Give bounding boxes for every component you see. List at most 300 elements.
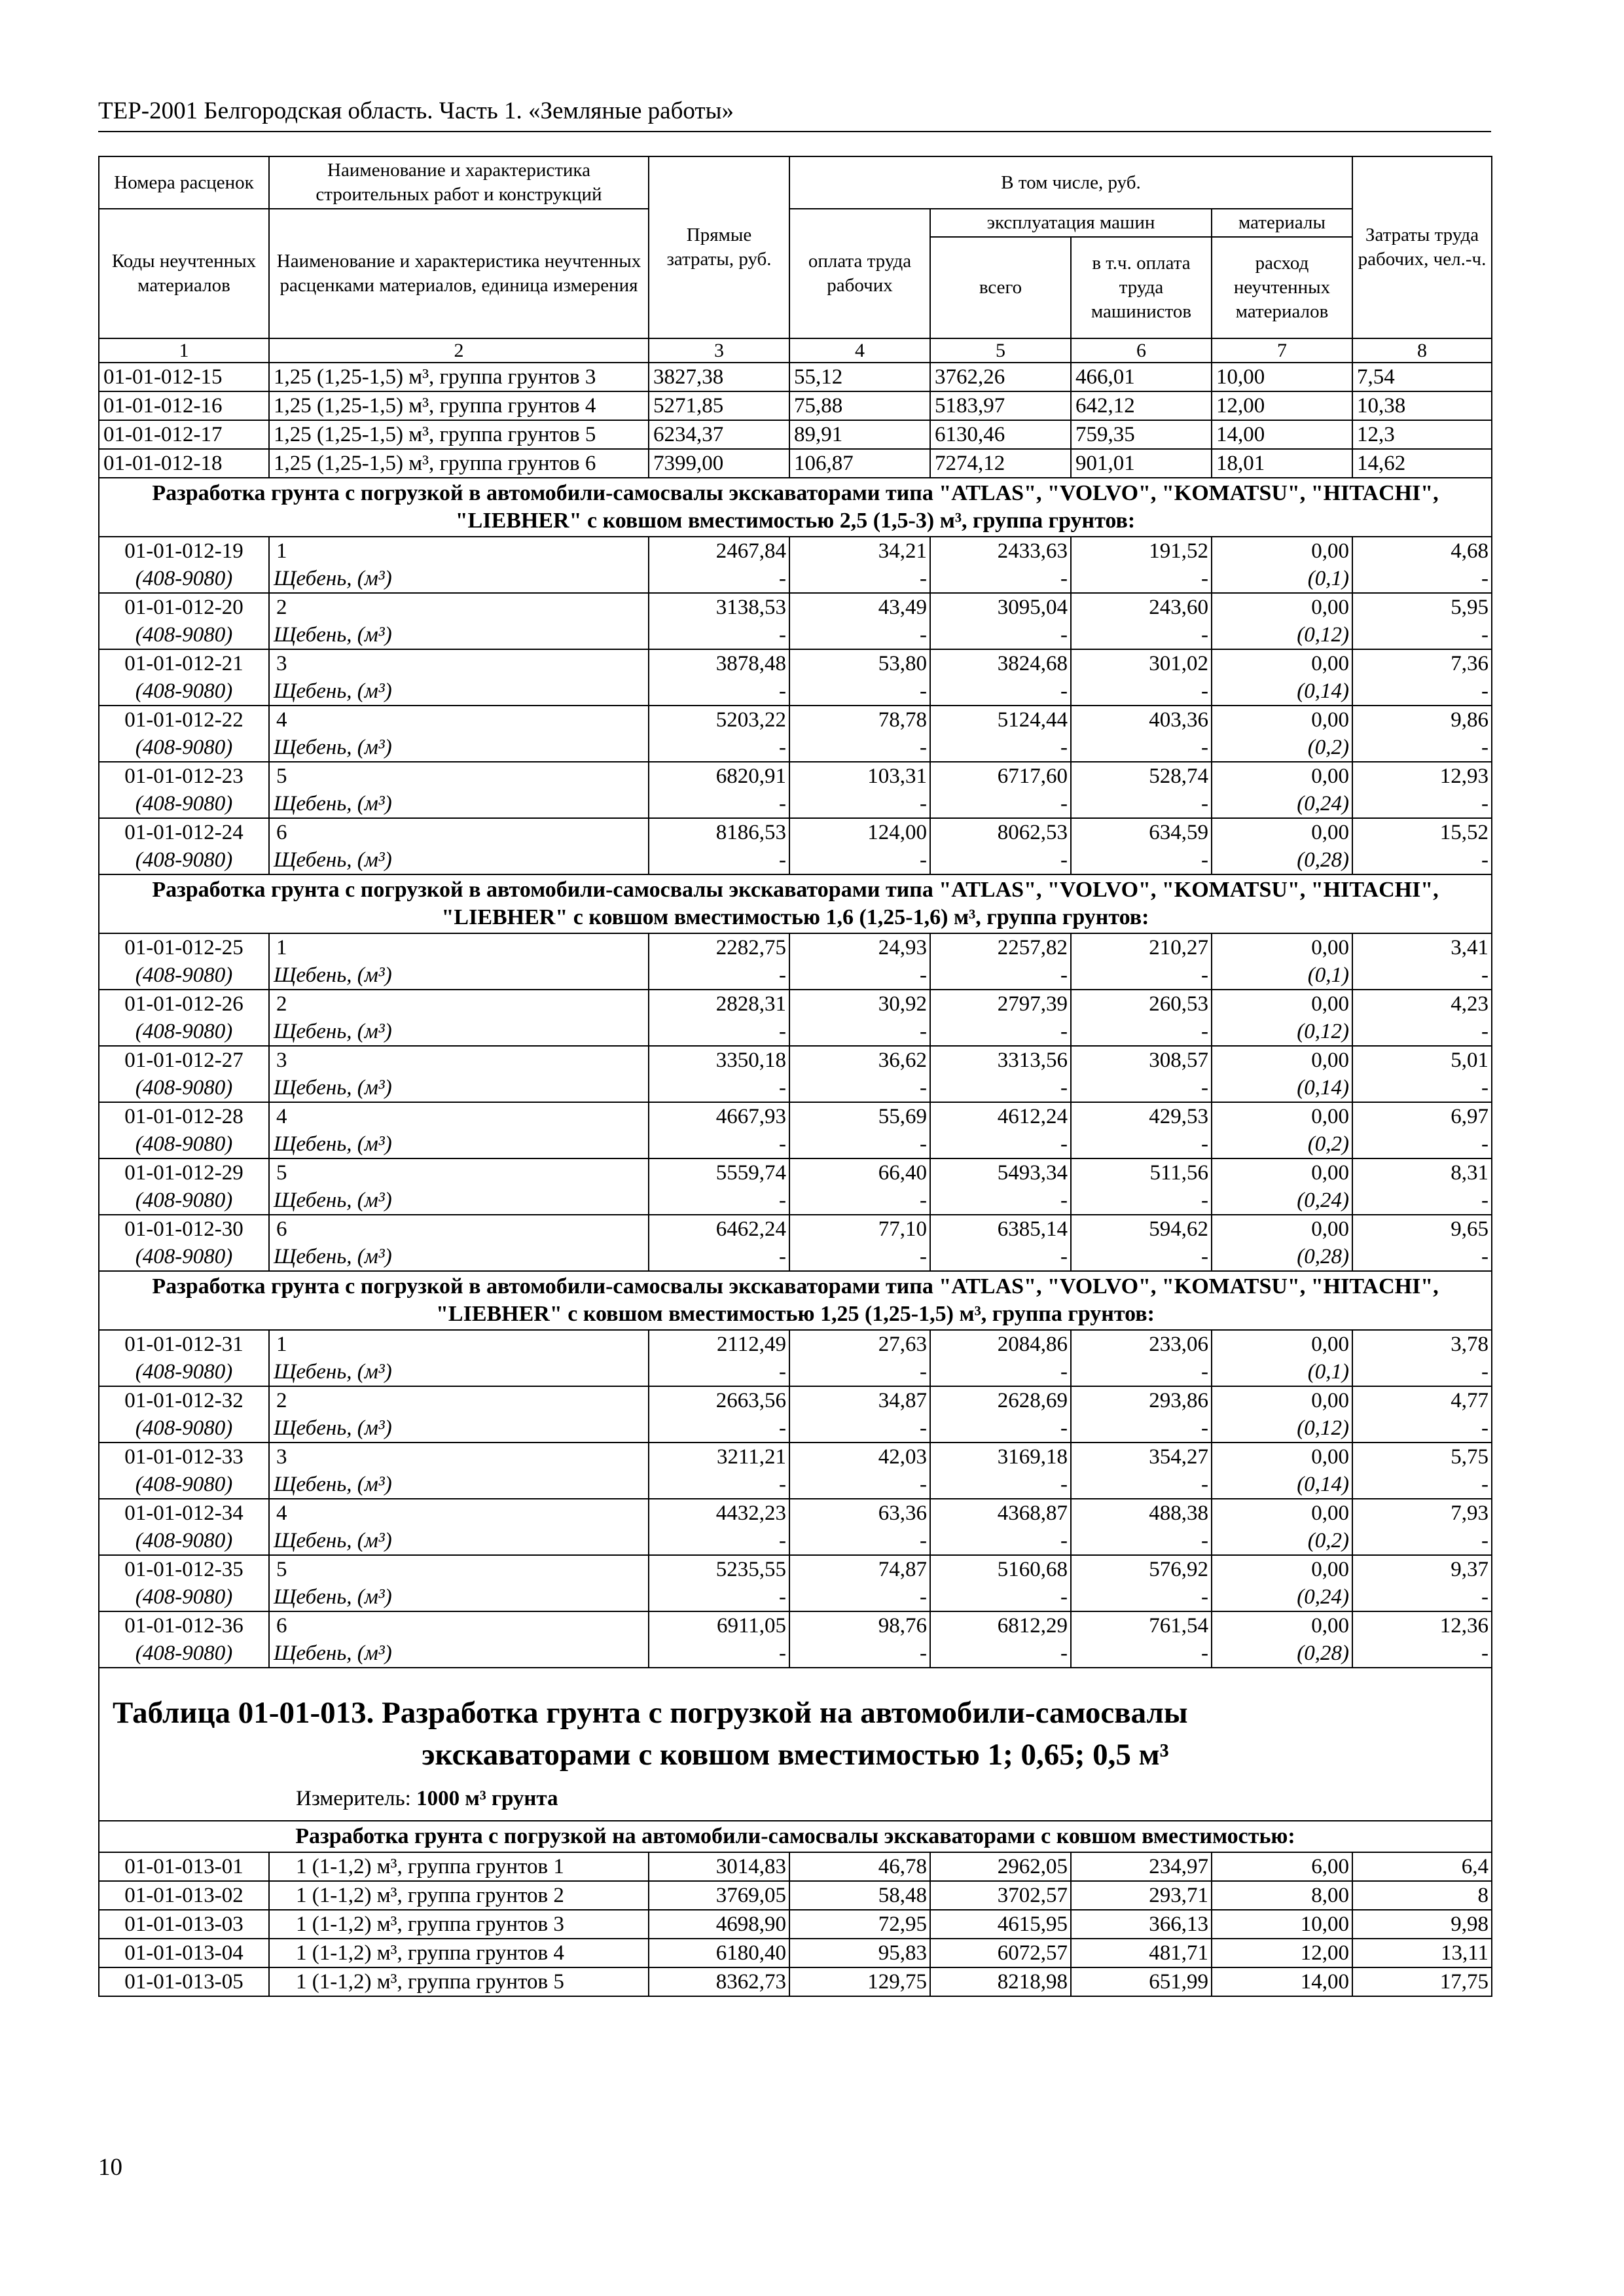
direct-costs: 3827,38	[649, 363, 789, 391]
rate-name: 4	[269, 706, 649, 734]
machine-total: 3762,26	[930, 363, 1071, 391]
rate-row	[99, 1102, 1492, 1158]
materials: 0,00	[1212, 1499, 1352, 1527]
material-consumption: (0,28)	[1212, 1640, 1352, 1668]
rate-name: 6	[269, 1215, 649, 1243]
direct-costs: 5235,55	[649, 1555, 789, 1583]
direct-costs-dash: -	[649, 621, 789, 649]
direct-costs: 3014,83	[649, 1852, 789, 1881]
material-consumption: (0,12)	[1212, 1414, 1352, 1443]
direct-costs: 2828,31	[649, 990, 789, 1018]
direct-costs: 7399,00	[649, 449, 789, 478]
material-row	[99, 677, 1492, 706]
direct-costs-dash: -	[649, 1527, 789, 1555]
material-consumption: (0,28)	[1212, 846, 1352, 874]
rate-name: 5	[269, 1555, 649, 1583]
table-row	[99, 363, 1492, 391]
col-machine-total: всего	[930, 237, 1071, 338]
machine-total-dash: -	[930, 1527, 1071, 1555]
material-name: Щебень, (м³)	[269, 1243, 649, 1271]
direct-costs-dash: -	[649, 961, 789, 990]
rate-code: 01-01-012-35	[99, 1555, 269, 1583]
machine-total-dash: -	[930, 1187, 1071, 1215]
material-name: Щебень, (м³)	[269, 621, 649, 649]
labor-pay-dash: -	[789, 621, 930, 649]
rate-name: 1 (1-1,2) м³, группа грунтов 3	[269, 1910, 649, 1939]
direct-costs: 4667,93	[649, 1102, 789, 1130]
materials: 0,00	[1212, 933, 1352, 961]
section-heading: Разработка грунта с погрузкой на автомобили-самосвалы экскаваторами с ковшом вместимостью:	[99, 1821, 1492, 1852]
material-row	[99, 1527, 1492, 1555]
machinist-pay-dash: -	[1071, 1640, 1212, 1668]
machinist-pay: 528,74	[1071, 762, 1212, 790]
rate-row	[99, 420, 1492, 449]
machine-total-dash: -	[930, 734, 1071, 762]
labor-hours-dash: -	[1352, 1640, 1492, 1668]
labor-pay: 78,78	[789, 706, 930, 734]
machinist-pay: 293,71	[1071, 1881, 1212, 1910]
rate-name: 1,25 (1,25-1,5) м³, группа грунтов 5	[269, 420, 649, 449]
labor-hours: 14,62	[1352, 449, 1492, 478]
machinist-pay: 759,35	[1071, 420, 1212, 449]
machine-total-dash: -	[930, 1358, 1071, 1386]
table-row	[99, 762, 1492, 790]
rate-code: 01-01-012-28	[99, 1102, 269, 1130]
col-number: 4	[789, 338, 930, 363]
section	[99, 874, 1492, 933]
materials: 0,00	[1212, 649, 1352, 677]
materials: 0,00	[1212, 818, 1352, 846]
machine-total: 6072,57	[930, 1939, 1071, 1967]
labor-hours: 3,41	[1352, 933, 1492, 961]
labor-hours-dash: -	[1352, 1243, 1492, 1271]
rate-name: 3	[269, 649, 649, 677]
direct-costs: 6462,24	[649, 1215, 789, 1243]
material-row	[99, 1358, 1492, 1386]
labor-hours-dash: -	[1352, 1527, 1492, 1555]
direct-costs-dash: -	[649, 1187, 789, 1215]
rate-row	[99, 537, 1492, 593]
labor-hours: 8,31	[1352, 1158, 1492, 1187]
labor-pay: 30,92	[789, 990, 930, 1018]
material-name: Щебень, (м³)	[269, 1187, 649, 1215]
col-rate-numbers: Номера расценок	[99, 156, 269, 209]
direct-costs: 3138,53	[649, 593, 789, 621]
materials: 0,00	[1212, 1386, 1352, 1414]
materials: 12,00	[1212, 1939, 1352, 1967]
machinist-pay: 301,02	[1071, 649, 1212, 677]
rate-name: 5	[269, 1158, 649, 1187]
labor-pay: 129,75	[789, 1967, 930, 1996]
table-row	[99, 1215, 1492, 1243]
labor-pay: 46,78	[789, 1852, 930, 1881]
machinist-pay: 210,27	[1071, 933, 1212, 961]
machine-total-dash: -	[930, 790, 1071, 818]
machinist-pay: 901,01	[1071, 449, 1212, 478]
machinist-pay-dash: -	[1071, 1358, 1212, 1386]
rate-code: 01-01-012-33	[99, 1443, 269, 1471]
labor-pay: 75,88	[789, 391, 930, 420]
rate-name: 6	[269, 818, 649, 846]
labor-pay-dash: -	[789, 1130, 930, 1158]
machine-total: 4612,24	[930, 1102, 1071, 1130]
rate-row	[99, 1386, 1492, 1443]
table-row	[99, 1910, 1492, 1939]
machine-total-dash: -	[930, 1414, 1071, 1443]
materials: 0,00	[1212, 762, 1352, 790]
material-row	[99, 734, 1492, 762]
rate-name: 1	[269, 537, 649, 565]
material-name: Щебень, (м³)	[269, 846, 649, 874]
material-name: Щебень, (м³)	[269, 1471, 649, 1499]
labor-hours-dash: -	[1352, 790, 1492, 818]
rate-name: 5	[269, 762, 649, 790]
labor-pay: 36,62	[789, 1046, 930, 1074]
rate-name: 1 (1-1,2) м³, группа грунтов 1	[269, 1852, 649, 1881]
machine-total-dash: -	[930, 961, 1071, 990]
col-material-codes: Коды неучтенных материалов	[99, 209, 269, 338]
material-name: Щебень, (м³)	[269, 1583, 649, 1611]
direct-costs-dash: -	[649, 846, 789, 874]
machinist-pay: 429,53	[1071, 1102, 1212, 1130]
direct-costs: 3878,48	[649, 649, 789, 677]
material-name: Щебень, (м³)	[269, 1074, 649, 1102]
material-consumption: (0,28)	[1212, 1243, 1352, 1271]
direct-costs-dash: -	[649, 790, 789, 818]
table-row	[99, 818, 1492, 846]
machinist-pay: 466,01	[1071, 363, 1212, 391]
section	[99, 1271, 1492, 1330]
labor-hours: 17,75	[1352, 1967, 1492, 1996]
machinist-pay: 293,86	[1071, 1386, 1212, 1414]
rate-name: 1 (1-1,2) м³, группа грунтов 5	[269, 1967, 649, 1996]
material-row	[99, 1414, 1492, 1443]
col-number: 6	[1071, 338, 1212, 363]
col-material-names: Наименование и характеристика неучтенных расценками материалов, единица измерения	[269, 209, 649, 338]
material-row	[99, 1583, 1492, 1611]
rate-name: 6	[269, 1611, 649, 1640]
labor-pay: 43,49	[789, 593, 930, 621]
rate-code: 01-01-012-30	[99, 1215, 269, 1243]
col-unaccounted-materials: расход неучтенных материалов	[1212, 237, 1352, 338]
material-consumption: (0,2)	[1212, 1527, 1352, 1555]
rate-code: 01-01-012-31	[99, 1330, 269, 1358]
labor-pay-dash: -	[789, 1640, 930, 1668]
materials: 0,00	[1212, 593, 1352, 621]
labor-hours: 7,36	[1352, 649, 1492, 677]
rate-code: 01-01-012-18	[99, 449, 269, 478]
machinist-pay: 761,54	[1071, 1611, 1212, 1640]
material-name: Щебень, (м³)	[269, 565, 649, 593]
material-code: (408-9080)	[99, 961, 269, 990]
labor-pay-dash: -	[789, 734, 930, 762]
machinist-pay: 308,57	[1071, 1046, 1212, 1074]
direct-costs: 2663,56	[649, 1386, 789, 1414]
material-code: (408-9080)	[99, 1074, 269, 1102]
labor-hours: 5,75	[1352, 1443, 1492, 1471]
materials: 0,00	[1212, 1046, 1352, 1074]
material-name: Щебень, (м³)	[269, 1358, 649, 1386]
direct-costs: 4698,90	[649, 1910, 789, 1939]
rate-name: 1,25 (1,25-1,5) м³, группа грунтов 3	[269, 363, 649, 391]
rate-row	[99, 363, 1492, 391]
machine-total: 5493,34	[930, 1158, 1071, 1187]
direct-costs: 6234,37	[649, 420, 789, 449]
rate-row	[99, 990, 1492, 1046]
rate-code: 01-01-012-15	[99, 363, 269, 391]
labor-hours: 12,36	[1352, 1611, 1492, 1640]
labor-pay-dash: -	[789, 1018, 930, 1046]
machinist-pay-dash: -	[1071, 1187, 1212, 1215]
materials: 10,00	[1212, 363, 1352, 391]
materials: 0,00	[1212, 1555, 1352, 1583]
rate-code: 01-01-012-27	[99, 1046, 269, 1074]
rates-table	[98, 156, 1492, 1997]
section-heading: Разработка грунта с погрузкой в автомобили-самосвалы экскаваторами типа "ATLAS", "VOLVO", "KOMATSU", "HITACHI", "LIEBHER" с ковшом вместимостью 1,6 (1,25-1,6) м³, группа грунтов:	[99, 874, 1492, 933]
machine-total-dash: -	[930, 1640, 1071, 1668]
material-consumption: (0,14)	[1212, 677, 1352, 706]
materials: 10,00	[1212, 1910, 1352, 1939]
table-row	[99, 990, 1492, 1018]
machinist-pay: 594,62	[1071, 1215, 1212, 1243]
labor-hours: 10,38	[1352, 391, 1492, 420]
header-divider	[98, 131, 1491, 132]
materials: 14,00	[1212, 420, 1352, 449]
labor-pay: 77,10	[789, 1215, 930, 1243]
labor-hours: 9,86	[1352, 706, 1492, 734]
table-row	[99, 1852, 1492, 1881]
col-number: 5	[930, 338, 1071, 363]
rate-name: 4	[269, 1102, 649, 1130]
direct-costs-dash: -	[649, 1414, 789, 1443]
material-code: (408-9080)	[99, 621, 269, 649]
table-row	[99, 420, 1492, 449]
material-row	[99, 1130, 1492, 1158]
labor-hours-dash: -	[1352, 1074, 1492, 1102]
direct-costs: 6820,91	[649, 762, 789, 790]
direct-costs-dash: -	[649, 677, 789, 706]
materials: 0,00	[1212, 1215, 1352, 1243]
col-number: 2	[269, 338, 649, 363]
machine-total: 5124,44	[930, 706, 1071, 734]
measure-label: Измеритель:	[296, 1787, 411, 1810]
material-consumption: (0,12)	[1212, 621, 1352, 649]
machine-total: 2257,82	[930, 933, 1071, 961]
machinist-pay: 634,59	[1071, 818, 1212, 846]
material-name: Щебень, (м³)	[269, 1018, 649, 1046]
machinist-pay: 191,52	[1071, 537, 1212, 565]
materials: 14,00	[1212, 1967, 1352, 1996]
col-labor-costs: Затраты труда рабочих, чел.-ч.	[1352, 156, 1492, 338]
labor-hours-dash: -	[1352, 1187, 1492, 1215]
labor-hours: 8	[1352, 1881, 1492, 1910]
rate-row	[99, 649, 1492, 706]
table-row	[99, 1330, 1492, 1358]
direct-costs: 3211,21	[649, 1443, 789, 1471]
section-heading: Разработка грунта с погрузкой в автомобили-самосвалы экскаваторами типа "ATLAS", "VOLVO", "KOMATSU", "HITACHI", "LIEBHER" с ковшом вместимостью 2,5 (1,5-3) м³, группа грунтов:	[99, 478, 1492, 537]
table-row	[99, 537, 1492, 565]
materials: 0,00	[1212, 537, 1352, 565]
material-consumption: (0,1)	[1212, 961, 1352, 990]
col-number: 8	[1352, 338, 1492, 363]
machinist-pay-dash: -	[1071, 1583, 1212, 1611]
rate-name: 1	[269, 1330, 649, 1358]
material-name: Щебень, (м³)	[269, 1527, 649, 1555]
labor-pay-dash: -	[789, 846, 930, 874]
rate-name: 2	[269, 1386, 649, 1414]
material-code: (408-9080)	[99, 846, 269, 874]
col-machine-operation: эксплуатация машин	[930, 209, 1212, 237]
rate-row	[99, 1443, 1492, 1499]
rate-code: 01-01-013-01	[99, 1852, 269, 1881]
labor-hours: 9,37	[1352, 1555, 1492, 1583]
labor-hours-dash: -	[1352, 621, 1492, 649]
machine-total: 3824,68	[930, 649, 1071, 677]
labor-pay-dash: -	[789, 1187, 930, 1215]
table-013-title-line2: экскаваторами с ковшом вместимостью 1; 0,65; 0,5 м³	[422, 1738, 1169, 1772]
machine-total: 6130,46	[930, 420, 1071, 449]
rate-code: 01-01-012-24	[99, 818, 269, 846]
labor-hours: 7,54	[1352, 363, 1492, 391]
machinist-pay-dash: -	[1071, 677, 1212, 706]
rate-code: 01-01-013-05	[99, 1967, 269, 1996]
machinist-pay: 403,36	[1071, 706, 1212, 734]
rate-row	[99, 1555, 1492, 1611]
table-row	[99, 1555, 1492, 1583]
direct-costs: 2282,75	[649, 933, 789, 961]
labor-pay: 66,40	[789, 1158, 930, 1187]
machinist-pay: 481,71	[1071, 1939, 1212, 1967]
direct-costs: 4432,23	[649, 1499, 789, 1527]
machinist-pay-dash: -	[1071, 1130, 1212, 1158]
direct-costs: 5203,22	[649, 706, 789, 734]
table-row	[99, 1443, 1492, 1471]
direct-costs: 5271,85	[649, 391, 789, 420]
labor-pay-dash: -	[789, 1243, 930, 1271]
labor-pay: 124,00	[789, 818, 930, 846]
labor-hours: 3,78	[1352, 1330, 1492, 1358]
direct-costs-dash: -	[649, 1130, 789, 1158]
material-code: (408-9080)	[99, 1471, 269, 1499]
rate-name: 3	[269, 1046, 649, 1074]
table-013-title-block	[99, 1668, 1492, 1852]
materials: 0,00	[1212, 990, 1352, 1018]
machine-total: 8062,53	[930, 818, 1071, 846]
direct-costs-dash: -	[649, 1640, 789, 1668]
machine-total-dash: -	[930, 1583, 1071, 1611]
labor-pay-dash: -	[789, 1074, 930, 1102]
materials: 0,00	[1212, 706, 1352, 734]
labor-pay: 34,87	[789, 1386, 930, 1414]
rate-name: 3	[269, 1443, 649, 1471]
labor-hours-dash: -	[1352, 1130, 1492, 1158]
labor-hours: 9,65	[1352, 1215, 1492, 1243]
machine-total-dash: -	[930, 1074, 1071, 1102]
rate-row	[99, 1499, 1492, 1555]
machinist-pay-dash: -	[1071, 1414, 1212, 1443]
col-work-name: Наименование и характеристика строительных работ и конструкций	[269, 156, 649, 209]
material-code: (408-9080)	[99, 1527, 269, 1555]
machinist-pay-dash: -	[1071, 1471, 1212, 1499]
table-header	[99, 156, 1492, 338]
rate-code: 01-01-012-20	[99, 593, 269, 621]
table-row	[99, 1158, 1492, 1187]
table-row	[99, 1499, 1492, 1527]
rate-name: 1 (1-1,2) м³, группа грунтов 4	[269, 1939, 649, 1967]
rate-name: 1,25 (1,25-1,5) м³, группа грунтов 6	[269, 449, 649, 478]
direct-costs: 6911,05	[649, 1611, 789, 1640]
rate-code: 01-01-012-29	[99, 1158, 269, 1187]
direct-costs: 6180,40	[649, 1939, 789, 1967]
rate-name: 1 (1-1,2) м³, группа грунтов 2	[269, 1881, 649, 1910]
material-name: Щебень, (м³)	[269, 1414, 649, 1443]
machinist-pay: 366,13	[1071, 1910, 1212, 1939]
material-consumption: (0,24)	[1212, 790, 1352, 818]
labor-hours-dash: -	[1352, 961, 1492, 990]
machine-total: 3702,57	[930, 1881, 1071, 1910]
labor-hours-dash: -	[1352, 846, 1492, 874]
machinist-pay-dash: -	[1071, 565, 1212, 593]
material-code: (408-9080)	[99, 1243, 269, 1271]
machinist-pay: 234,97	[1071, 1852, 1212, 1881]
material-name: Щебень, (м³)	[269, 961, 649, 990]
machine-total-dash: -	[930, 621, 1071, 649]
material-name: Щебень, (м³)	[269, 677, 649, 706]
table-row	[99, 933, 1492, 961]
materials: 0,00	[1212, 1158, 1352, 1187]
machine-total-dash: -	[930, 1243, 1071, 1271]
machine-total: 5183,97	[930, 391, 1071, 420]
material-row	[99, 1018, 1492, 1046]
rate-name: 2	[269, 593, 649, 621]
col-number: 3	[649, 338, 789, 363]
labor-pay-dash: -	[789, 1583, 930, 1611]
col-including: В том числе, руб.	[789, 156, 1352, 209]
labor-hours: 4,77	[1352, 1386, 1492, 1414]
material-consumption: (0,24)	[1212, 1583, 1352, 1611]
rate-row	[99, 593, 1492, 649]
rate-row	[99, 1158, 1492, 1215]
machinist-pay: 354,27	[1071, 1443, 1212, 1471]
rate-code: 01-01-012-17	[99, 420, 269, 449]
table-row	[99, 1102, 1492, 1130]
rate-row	[99, 1215, 1492, 1271]
labor-pay: 89,91	[789, 420, 930, 449]
col-machinist-pay: в т.ч. оплата труда машинистов	[1071, 237, 1212, 338]
material-code: (408-9080)	[99, 1583, 269, 1611]
labor-hours-dash: -	[1352, 1414, 1492, 1443]
material-row	[99, 1074, 1492, 1102]
material-row	[99, 565, 1492, 593]
col-number: 1	[99, 338, 269, 363]
machinist-pay-dash: -	[1071, 1527, 1212, 1555]
labor-pay-dash: -	[789, 1414, 930, 1443]
labor-pay: 42,03	[789, 1443, 930, 1471]
table-013-title	[113, 1692, 1478, 1776]
materials: 0,00	[1212, 1102, 1352, 1130]
rate-code: 01-01-012-23	[99, 762, 269, 790]
material-code: (408-9080)	[99, 1358, 269, 1386]
section-heading: Разработка грунта с погрузкой в автомобили-самосвалы экскаваторами типа "ATLAS", "VOLVO", "KOMATSU", "HITACHI", "LIEBHER" с ковшом вместимостью 1,25 (1,25-1,5) м³, группа грунтов:	[99, 1271, 1492, 1330]
labor-hours-dash: -	[1352, 1358, 1492, 1386]
machine-total: 3313,56	[930, 1046, 1071, 1074]
machine-total: 6385,14	[930, 1215, 1071, 1243]
table-013-body	[99, 1852, 1492, 1996]
table-row	[99, 391, 1492, 420]
measure-line	[113, 1776, 1478, 1820]
labor-hours: 9,98	[1352, 1910, 1492, 1939]
direct-costs-dash: -	[649, 1471, 789, 1499]
